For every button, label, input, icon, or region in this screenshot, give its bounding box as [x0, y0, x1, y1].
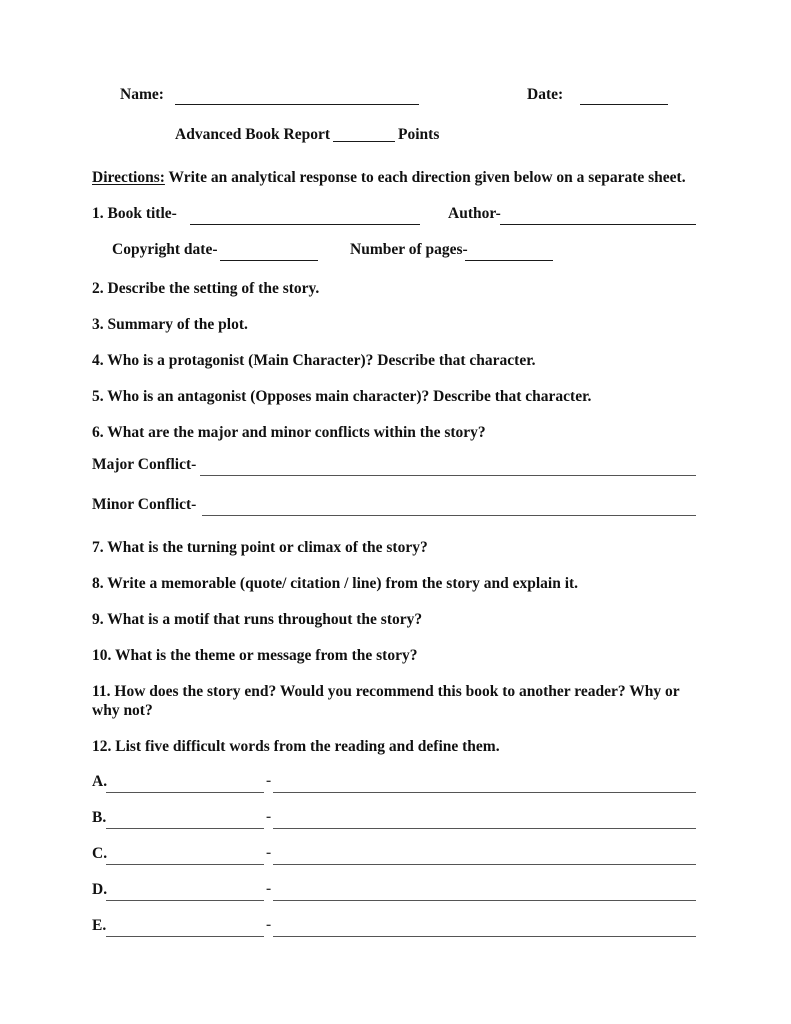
number-of-pages-label: Number of pages-: [350, 241, 468, 258]
date-fill-line[interactable]: [580, 104, 668, 105]
copyright-date-label: Copyright date-: [112, 241, 218, 258]
question-item: 5. Who is an antagonist (Opposes main character)? Describe that character.: [92, 388, 592, 405]
name-date-row: [92, 86, 696, 110]
worksheet-content: [92, 86, 696, 953]
worksheet-title: [175, 126, 439, 144]
author-label: Author-: [448, 205, 501, 222]
vocabulary-word-fill-line[interactable]: [106, 900, 264, 901]
vocabulary-word-fill-line[interactable]: [106, 864, 264, 865]
number-of-pages-fill-line[interactable]: [465, 260, 553, 261]
book-title-author-row: [92, 205, 696, 229]
vocabulary-letter: A.: [92, 773, 108, 790]
vocabulary-dash: -: [266, 772, 272, 789]
question-item: 12. List five difficult words from the reading and define them.: [92, 738, 500, 755]
date-label: Date:: [527, 86, 564, 103]
question-item: 4. Who is a protagonist (Main Character)? Describe that character.: [92, 352, 536, 369]
name-fill-line[interactable]: [175, 104, 419, 105]
copyright-date-fill-line[interactable]: [220, 260, 318, 261]
question-item: 6. What are the major and minor conflicts within the story?: [92, 424, 486, 441]
major-conflict-label: Major Conflict-: [92, 456, 197, 473]
vocabulary-letter: B.: [92, 809, 107, 826]
copyright-pages-row: [92, 241, 696, 265]
question-item: 7. What is the turning point or climax of the story?: [92, 539, 428, 556]
name-label: Name:: [120, 86, 164, 103]
vocabulary-row: [92, 917, 696, 953]
question-item: 11. How does the story end? Would you recommend this book to another reader? Why or why not?: [92, 683, 680, 719]
title-prefix: Advanced Book Report: [175, 126, 331, 143]
vocabulary-dash: -: [266, 880, 272, 897]
vocabulary-letter: E.: [92, 917, 107, 934]
major-conflict-fill-line[interactable]: [200, 475, 696, 476]
vocabulary-list: [92, 773, 696, 953]
vocabulary-definition-fill-line[interactable]: [273, 828, 696, 829]
major-conflict-row: [92, 456, 696, 482]
vocabulary-definition-fill-line[interactable]: [273, 792, 696, 793]
vocabulary-dash: -: [266, 808, 272, 825]
vocabulary-word-fill-line[interactable]: [106, 936, 264, 937]
directions-row: [92, 168, 696, 187]
vocabulary-dash: -: [266, 844, 272, 861]
vocabulary-letter: D.: [92, 881, 108, 898]
vocabulary-word-fill-line[interactable]: [106, 828, 264, 829]
vocabulary-definition-fill-line[interactable]: [273, 936, 696, 937]
vocabulary-letter: C.: [92, 845, 108, 862]
vocabulary-row: [92, 773, 696, 809]
vocabulary-row: [92, 845, 696, 881]
worksheet-title-row: [92, 126, 696, 150]
vocabulary-word-fill-line[interactable]: [106, 792, 264, 793]
points-fill-line[interactable]: [333, 141, 395, 142]
title-suffix: Points: [398, 126, 440, 143]
vocabulary-definition-fill-line[interactable]: [273, 864, 696, 865]
question-item: 3. Summary of the plot.: [92, 316, 248, 333]
directions-text: Write an analytical response to each direction given below on a separate sheet.: [168, 169, 686, 186]
vocabulary-definition-fill-line[interactable]: [273, 900, 696, 901]
question-item: 2. Describe the setting of the story.: [92, 280, 320, 297]
question-item: 10. What is the theme or message from the story?: [92, 647, 418, 664]
vocabulary-row: [92, 881, 696, 917]
minor-conflict-row: [92, 496, 696, 522]
question-item: 9. What is a motif that runs throughout the story?: [92, 611, 423, 628]
book-title-label: 1. Book title-: [92, 205, 177, 222]
minor-conflict-label: Minor Conflict-: [92, 496, 197, 513]
question-item: 8. Write a memorable (quote/ citation / line) from the story and explain it.: [92, 575, 579, 592]
minor-conflict-fill-line[interactable]: [202, 515, 696, 516]
directions-label: Directions:: [92, 169, 165, 186]
vocabulary-dash: -: [266, 916, 272, 933]
book-title-fill-line[interactable]: [190, 224, 420, 225]
vocabulary-row: [92, 809, 696, 845]
author-fill-line[interactable]: [500, 224, 696, 225]
